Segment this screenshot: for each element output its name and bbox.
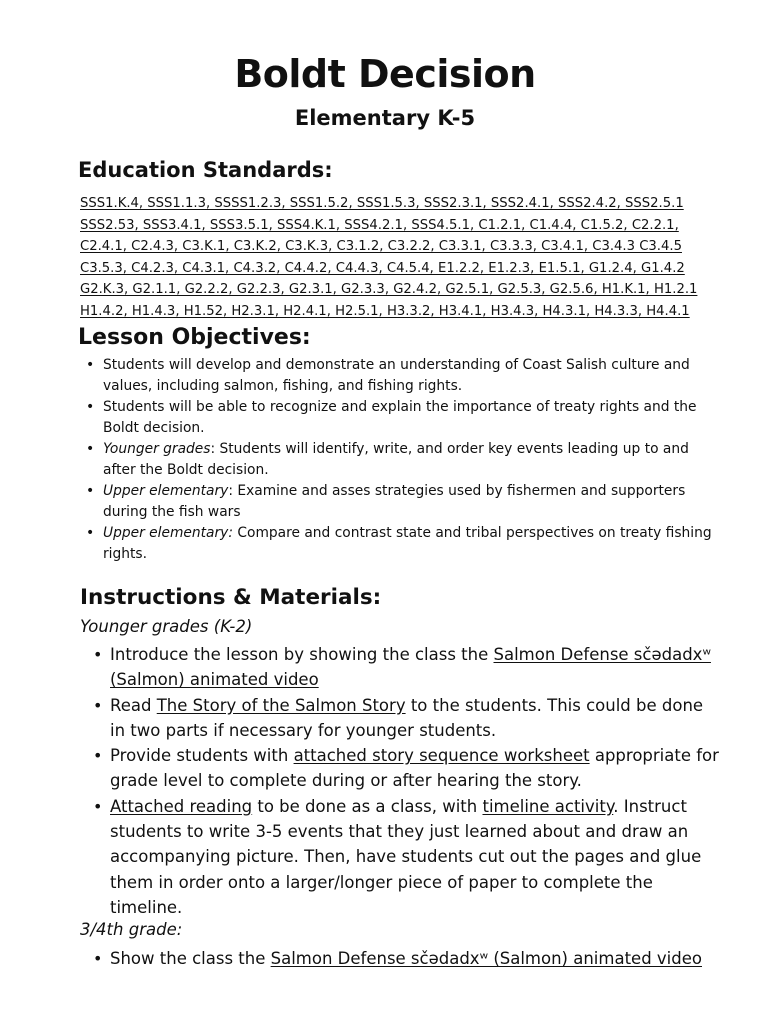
- objective-text: Students will develop and demonstrate an understanding of Coast Salish culture and values, including salmon, fishing, and fishing rights.: [103, 357, 690, 394]
- objective-text: Compare and contrast state and tribal perspectives on treaty fishing rights.: [103, 525, 712, 562]
- list-item: [84, 397, 714, 439]
- standards-line[interactable]: SSS1.K.4, SSS1.1.3, SSSS1.2.3, SSS1.5.2, SSS1.5.3, SSS2.3.1, SSS2.4.1, SSS2.4.2, SSS2.5.1: [80, 196, 684, 211]
- list-item: [84, 355, 714, 397]
- list-item: [84, 439, 714, 481]
- page-subtitle: Elementary K-5: [294, 106, 476, 130]
- list-item: [92, 642, 722, 693]
- standards-line[interactable]: H1.4.2, H1.4.3, H1.52, H2.3.1, H2.4.1, H2.5.1, H3.3.2, H3.4.1, H3.4.3, H4.3.1, H4.3.3, H4.4.1: [80, 303, 690, 319]
- younger-grades-label: Younger grades (K-2): [80, 617, 253, 636]
- instruction-text: Provide students with: [110, 746, 294, 766]
- objective-text: : Students will identify, write, and order key events leading up to and after the Boldt decision.: [103, 441, 689, 478]
- objective-text: : Examine and asses strategies used by fishermen and supporters during the fish wars: [103, 483, 686, 520]
- list-item: [84, 523, 714, 565]
- objective-text: Students will be able to recognize and explain the importance of treaty rights and the Boldt decision.: [103, 399, 697, 436]
- objective-prefix: Younger grades: [103, 441, 211, 457]
- objective-prefix: Upper elementary: [103, 483, 229, 499]
- standards-line[interactable]: SSS2.53, SSS3.4.1, SSS3.5.1, SSS4.K.1, SSS4.2.1, SSS4.5.1, C1.2.1, C1.4.4, C1.5.2, C2.2.1,: [80, 217, 679, 233]
- timeline-activity-link[interactable]: timeline activity: [482, 796, 614, 816]
- lesson-objectives-list: [84, 355, 714, 565]
- lesson-objectives-heading: Lesson Objectives:: [78, 325, 311, 350]
- salmon-defense-video-link[interactable]: Salmon Defense sčədadxʷ (Salmon) animated video: [270, 949, 702, 968]
- story-sequence-worksheet-link[interactable]: attached story sequence worksheet: [293, 746, 590, 766]
- salmon-story-link[interactable]: The Story of the Salmon Story: [156, 695, 406, 715]
- list-item: [92, 946, 722, 971]
- standards-line[interactable]: G2.K.3, G2.1.1, G2.2.2, G2.2.3, G2.3.1, G2.3.3, G2.4.2, G2.5.1, G2.5.3, G2.5.6, H1.K.1, H1.2.1: [80, 282, 698, 297]
- instruction-text: to be done as a class, with: [252, 796, 483, 816]
- education-standards-heading: Education Standards:: [78, 158, 333, 182]
- instruction-text: . Instruct students to write 3-5 events that they just learned about and draw an accompanying picture. Then, have students cut out the pages and glue them in order onto a larger/longer piece of paper to complete the timeline.: [110, 796, 702, 917]
- education-standards-list: [80, 193, 720, 322]
- objective-prefix: Upper elementary:: [103, 525, 233, 541]
- list-item: [84, 481, 714, 523]
- standards-line[interactable]: C3.5.3, C4.2.3, C4.3.1, C4.3.2, C4.4.2, C4.4.3, C4.5.4, E1.2.2, E1.2.3, E1.5.1, G1.2.4, G1.4.2: [80, 260, 685, 276]
- instruction-text: to the students. This could be done in two parts if necessary for younger students.: [110, 695, 704, 740]
- instruction-text: Read: [110, 695, 157, 715]
- list-item: [92, 794, 722, 920]
- salmon-defense-video-link[interactable]: Salmon Defense sčədadxʷ (Salmon) animated video: [110, 645, 711, 690]
- instruction-text: appropriate for grade level to complete during or after hearing the story.: [110, 746, 719, 791]
- grade-3-4-label: 3/4th grade:: [80, 920, 183, 939]
- instructions-heading: Instructions & Materials:: [80, 585, 382, 610]
- page-title: Boldt Decision: [234, 52, 536, 96]
- attached-reading-link[interactable]: Attached reading: [110, 796, 253, 816]
- instruction-text: Introduce the lesson by showing the class the: [110, 645, 494, 664]
- list-item: [92, 743, 722, 794]
- standards-line[interactable]: C2.4.1, C2.4.3, C3.K.1, C3.K.2, C3.K.3, C3.1.2, C3.2.2, C3.3.1, C3.3.3, C3.4.1, C3.4.3 C3.4.5: [80, 239, 682, 254]
- instruction-text: Show the class the: [110, 949, 271, 968]
- younger-grades-list: [92, 642, 722, 920]
- grade-3-4-list: [92, 946, 722, 971]
- list-item: [92, 693, 722, 744]
